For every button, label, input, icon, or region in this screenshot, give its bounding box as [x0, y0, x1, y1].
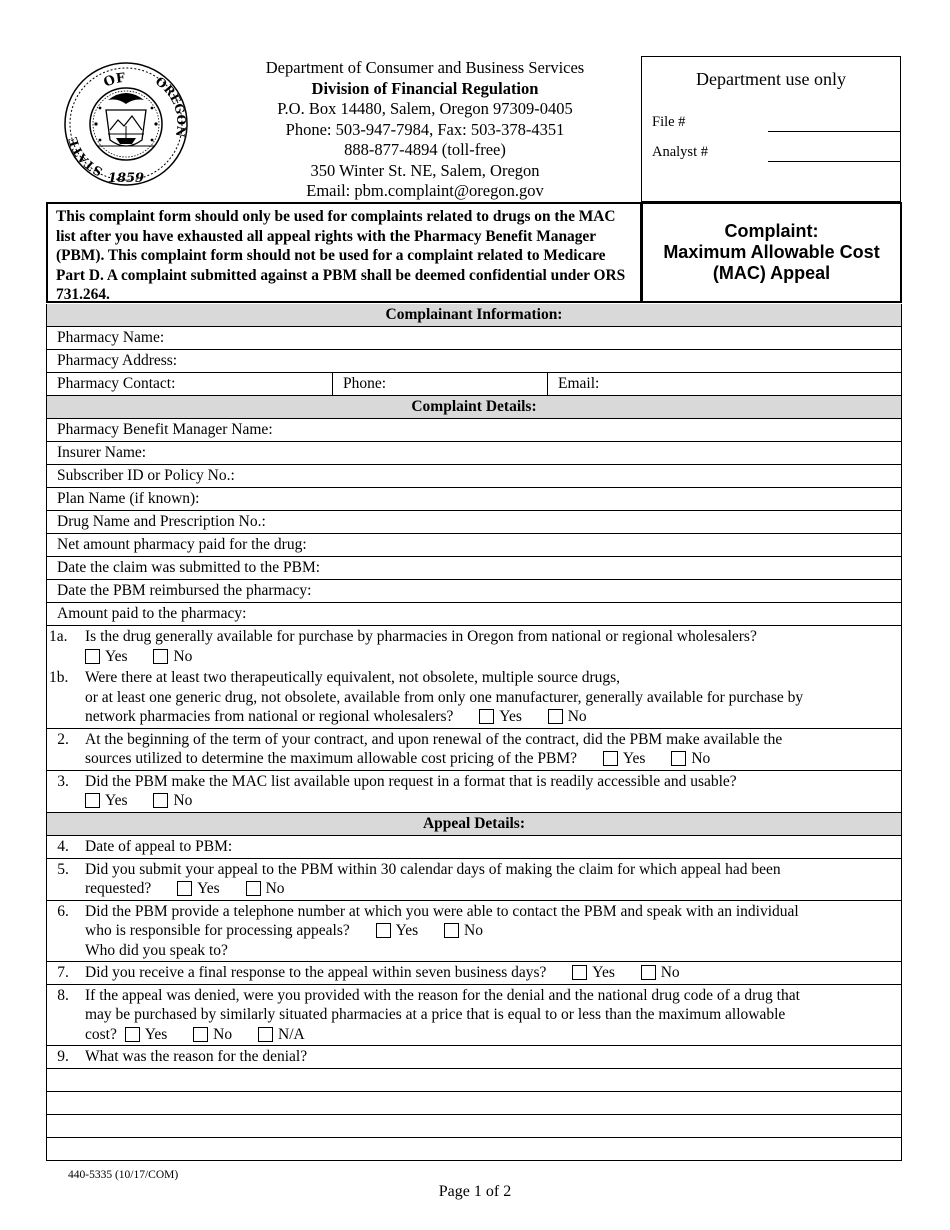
net-amount-label: Net amount pharmacy paid for the drug:: [57, 536, 307, 553]
question-9: [47, 1046, 901, 1069]
agency-po-box: P.O. Box 14480, Salem, Oregon 97309-0405: [277, 99, 573, 118]
plan-name-field[interactable]: [47, 488, 901, 511]
agency-toll-free: 888-877-4894 (toll-free): [344, 140, 506, 159]
contact-row: [47, 373, 901, 396]
question-6: [47, 901, 901, 963]
pharmacy-address-label: Pharmacy Address:: [57, 352, 178, 369]
agency-address-block: [210, 58, 640, 202]
option-label: No: [691, 750, 711, 767]
drug-name-field[interactable]: [47, 511, 901, 534]
denial-reason-line-2[interactable]: [47, 1092, 901, 1115]
question-number: 7.: [57, 964, 69, 981]
analyst-number-field[interactable]: [768, 161, 900, 162]
pharmacy-address-field[interactable]: [47, 350, 901, 373]
q1b-no-option[interactable]: [548, 707, 587, 727]
question-8: [47, 985, 901, 1047]
amount-paid-label: Amount paid to the pharmacy:: [57, 605, 247, 622]
question-text: Date of appeal to PBM:: [85, 837, 233, 855]
denial-reason-line-1[interactable]: [47, 1069, 901, 1092]
checkbox[interactable]: [572, 965, 587, 980]
question-number: 1a.: [49, 628, 68, 645]
checkbox[interactable]: [671, 751, 686, 766]
checkbox[interactable]: [153, 793, 168, 808]
reimbursed-date-field[interactable]: [47, 580, 901, 603]
q5-no-option[interactable]: [246, 879, 285, 899]
appeal-section-heading: Appeal Details:: [47, 813, 901, 836]
q2-no-option[interactable]: [671, 749, 710, 769]
question-text-line-2: requested?: [85, 880, 152, 897]
seal-text-right: OREGON: [152, 74, 189, 139]
q8-na-option[interactable]: [258, 1025, 305, 1045]
option-label: No: [567, 708, 587, 725]
form-title-line-1: Complaint:: [724, 221, 819, 241]
q8-yes-option[interactable]: [125, 1025, 168, 1045]
question-text-line-1: At the beginning of the term of your contract, and upon renewal of the contract, did the PBM make available the: [85, 730, 783, 748]
question-text-line-3: cost?: [85, 1025, 117, 1043]
analyst-number-label: Analyst #: [652, 144, 708, 160]
svg-text:OREGON: [153, 74, 189, 138]
question-text: What was the reason for the denial?: [85, 1048, 308, 1065]
pbm-name-label: Pharmacy Benefit Manager Name:: [57, 421, 273, 438]
complaint-form-table: [46, 304, 902, 1161]
checkbox[interactable]: [153, 649, 168, 664]
q1a-yes-option[interactable]: [85, 647, 128, 667]
question-number: 1b.: [49, 669, 69, 686]
question-3: [47, 771, 901, 813]
insurer-name-field[interactable]: [47, 442, 901, 465]
phone-label: Phone:: [343, 375, 387, 392]
insurer-name-label: Insurer Name:: [57, 444, 147, 461]
option-label: Yes: [622, 750, 646, 767]
option-label: No: [464, 922, 483, 939]
question-2: [47, 729, 901, 771]
option-label: No: [660, 964, 680, 981]
option-label: Yes: [197, 880, 220, 897]
checkbox[interactable]: [548, 709, 563, 724]
question-text-line-3: Who did you speak to?: [85, 941, 228, 959]
question-5: [47, 859, 901, 901]
checkbox[interactable]: [258, 1027, 273, 1042]
q6-yes-option[interactable]: [376, 921, 419, 941]
pharmacy-contact-field[interactable]: [47, 373, 332, 395]
agency-phone-fax: Phone: 503-947-7984, Fax: 503-378-4351: [285, 119, 565, 139]
option-label: No: [265, 880, 285, 897]
question-text-line-3: network pharmacies from national or regional wholesalers?: [85, 708, 454, 725]
question-text-line-2: or at least one generic drug, not obsolete, available from only one manufacturer, generally available for purchase by: [85, 688, 804, 706]
pharmacy-name-label: Pharmacy Name:: [57, 329, 165, 346]
q2-yes-option[interactable]: [603, 749, 646, 769]
q6-no-option[interactable]: [444, 921, 483, 941]
seal-text-left: STATE: [65, 135, 105, 179]
q3-yes-option[interactable]: [85, 791, 128, 811]
option-label: Yes: [395, 922, 419, 939]
form-code: 440-5335 (10/17/COM): [68, 1169, 179, 1181]
checkbox[interactable]: [444, 923, 459, 938]
question-number: 4.: [57, 837, 69, 855]
form-title-line-3: (MAC) Appeal: [712, 263, 831, 283]
option-label: Yes: [144, 1025, 168, 1043]
checkbox[interactable]: [193, 1027, 208, 1042]
file-number-label: File #: [652, 114, 686, 130]
question-number: 2.: [57, 730, 69, 748]
question-4[interactable]: [47, 836, 901, 859]
checkbox[interactable]: [603, 751, 618, 766]
svg-text:STATE: [66, 135, 105, 178]
checkbox[interactable]: [376, 923, 391, 938]
phone-field[interactable]: [332, 373, 547, 395]
q7-no-option[interactable]: [641, 963, 680, 983]
department-use-title: Department use only: [696, 69, 846, 89]
question-text-line-2: may be purchased by similarly situated pharmacies at a price that is equal to or less than the maximum allowable: [85, 1006, 786, 1023]
pharmacy-name-field[interactable]: [47, 327, 901, 350]
pharmacy-contact-label: Pharmacy Contact:: [57, 375, 176, 392]
option-label: N/A: [278, 1025, 305, 1043]
question-1b: [47, 667, 901, 729]
agency-division: Division of Financial Regulation: [311, 78, 539, 98]
form-title-line-2: Maximum Allowable Cost: [663, 242, 880, 262]
q8-no-option[interactable]: [193, 1025, 232, 1045]
question-1a: [47, 626, 901, 667]
reimbursed-date-label: Date the PBM reimbursed the pharmacy:: [57, 582, 312, 599]
option-label: No: [173, 647, 193, 665]
q1b-yes-option[interactable]: [479, 707, 522, 727]
claim-date-field[interactable]: [47, 557, 901, 580]
question-text: Did the PBM make the MAC list available upon request in a format that is readily accessible and usable?: [85, 772, 737, 790]
denial-reason-line-4[interactable]: [47, 1138, 901, 1161]
file-number-field[interactable]: [768, 131, 900, 132]
option-label: No: [173, 792, 193, 809]
option-label: Yes: [592, 964, 615, 981]
question-text-line-2: sources utilized to determine the maximum allowable cost pricing of the PBM?: [85, 750, 578, 767]
oregon-state-seal: [62, 60, 190, 188]
question-number: 5.: [57, 860, 69, 878]
pbm-name-field[interactable]: [47, 419, 901, 442]
subscriber-id-field[interactable]: [47, 465, 901, 488]
question-text-line-1: Were there at least two therapeutically equivalent, not obsolete, multiple source drugs,: [85, 669, 621, 686]
q3-no-option[interactable]: [153, 791, 192, 811]
details-section-heading: Complaint Details:: [47, 396, 901, 419]
checkbox[interactable]: [177, 881, 192, 896]
denial-reason-line-3[interactable]: [47, 1115, 901, 1138]
email-label: Email:: [558, 375, 600, 392]
page-number: Page 1 of 2: [438, 1183, 512, 1200]
checkbox[interactable]: [85, 793, 100, 808]
agency-email: Email: pbm.complaint@oregon.gov: [306, 181, 544, 200]
plan-name-label: Plan Name (if known):: [57, 490, 200, 507]
question-text: Is the drug generally available for purchase by pharmacies in Oregon from national or regional wholesalers?: [85, 628, 757, 645]
net-amount-field[interactable]: [47, 534, 901, 557]
drug-name-label: Drug Name and Prescription No.:: [57, 513, 266, 530]
subscriber-id-label: Subscriber ID or Policy No.:: [57, 467, 235, 484]
checkbox[interactable]: [246, 881, 261, 896]
option-label: No: [213, 1025, 233, 1043]
agency-street: 350 Winter St. NE, Salem, Oregon: [310, 160, 540, 180]
option-label: Yes: [105, 647, 128, 665]
question-7: [47, 962, 901, 985]
question-number: 6.: [57, 902, 69, 920]
agency-department: Department of Consumer and Business Services: [265, 58, 585, 77]
q1a-no-option[interactable]: [153, 647, 192, 667]
checkbox[interactable]: [479, 709, 494, 724]
question-number: 8.: [57, 986, 69, 1004]
usage-notice: This complaint form should only be used for complaints related to drugs on the MAC list after you have exhausted all appeal rights with the Pharmacy Benefit Manager (PBM). This complaint form should not be used for a complaint related to Medicare Part D. A complaint submitted against a PBM shall be deemed confidential under ORS 731.264.: [46, 202, 642, 303]
department-use-box: [641, 56, 901, 202]
email-field[interactable]: [547, 373, 901, 395]
amount-paid-field[interactable]: [47, 603, 901, 626]
q5-yes-option[interactable]: [177, 879, 220, 899]
question-text-line-2: who is responsible for processing appeals?: [85, 922, 350, 939]
complainant-section-heading: Complainant Information:: [47, 304, 901, 327]
question-text: Did you receive a final response to the appeal within seven business days?: [85, 964, 547, 981]
checkbox[interactable]: [85, 649, 100, 664]
checkbox[interactable]: [125, 1027, 140, 1042]
option-label: Yes: [105, 792, 128, 809]
seal-year: 1859: [107, 171, 145, 186]
question-text-line-1: If the appeal was denied, were you provided with the reason for the denial and the national drug code of a drug that: [85, 986, 800, 1004]
form-title: [641, 202, 902, 303]
seal-text-top: OF: [101, 70, 126, 91]
checkbox[interactable]: [641, 965, 656, 980]
question-number: 9.: [57, 1048, 69, 1065]
option-label: Yes: [499, 708, 522, 725]
question-number: 3.: [57, 772, 69, 790]
question-text-line-1: Did the PBM provide a telephone number at which you were able to contact the PBM and speak with an individual: [85, 902, 799, 920]
question-text-line-1: Did you submit your appeal to the PBM within 30 calendar days of making the claim for which appeal had been: [85, 860, 781, 878]
claim-date-label: Date the claim was submitted to the PBM:: [57, 559, 321, 576]
q7-yes-option[interactable]: [572, 963, 615, 983]
